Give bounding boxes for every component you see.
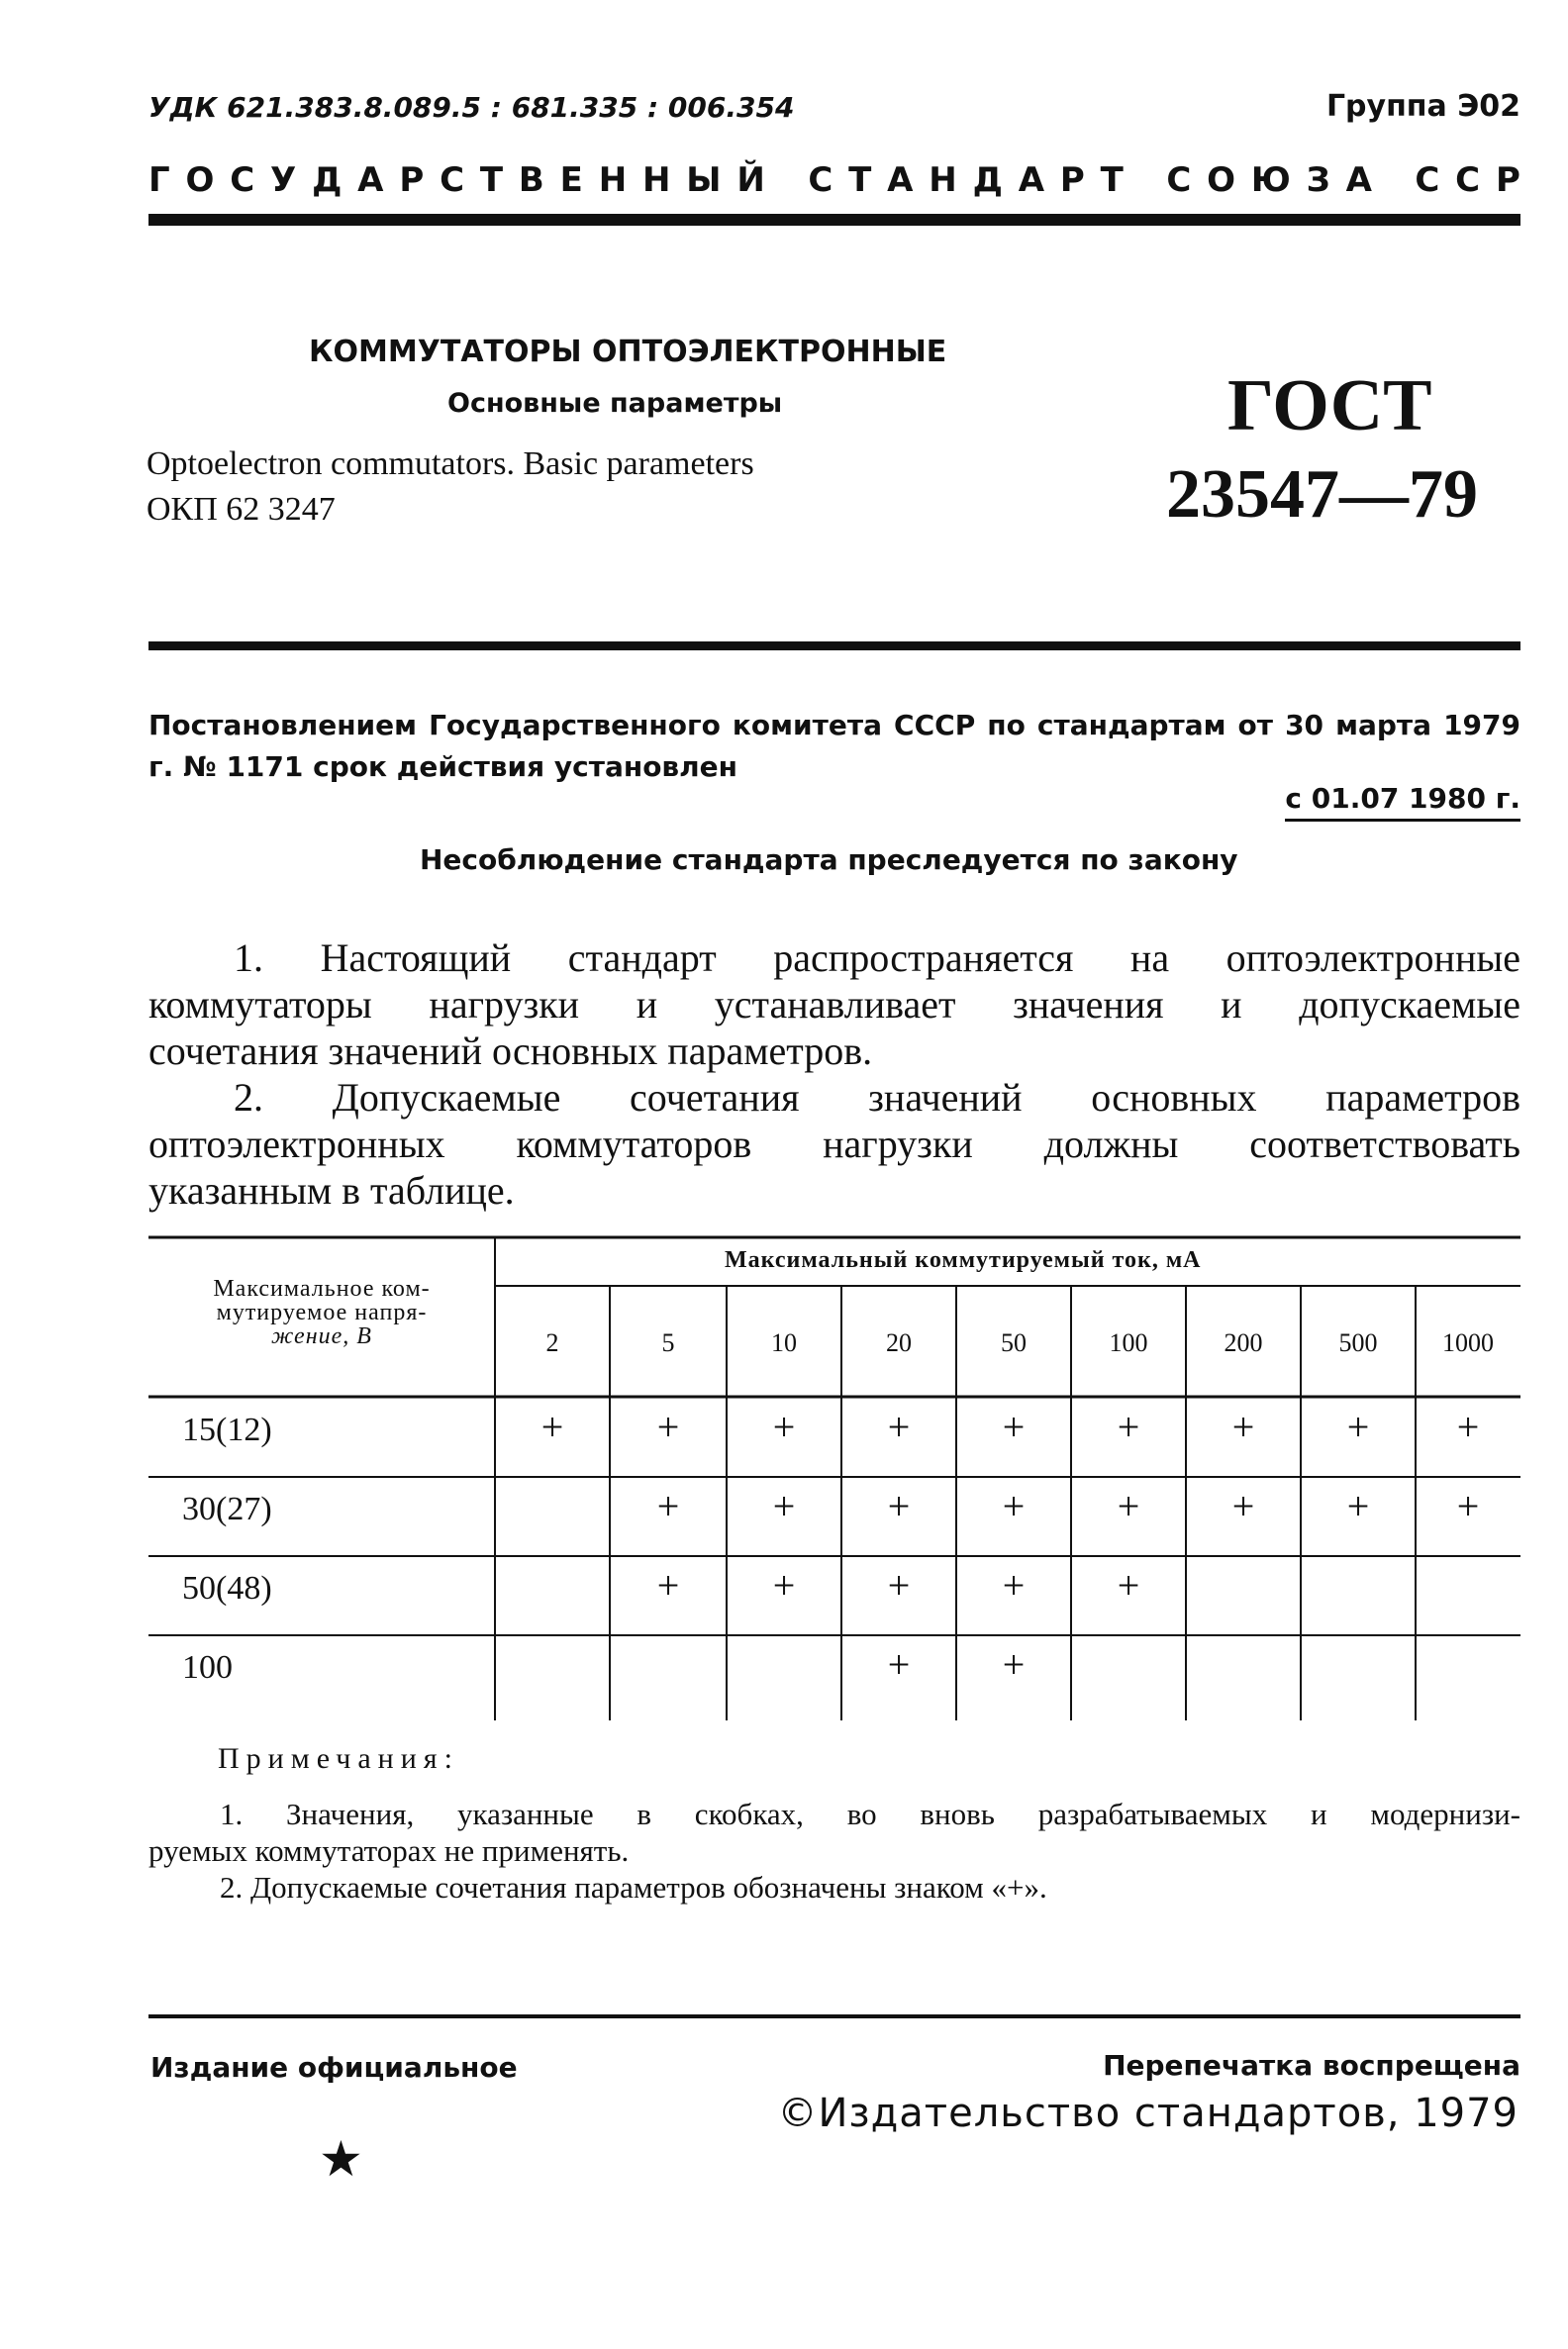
banner-letter: С: [1455, 160, 1481, 200]
banner-letter: Н: [929, 160, 957, 200]
cell-mark: +: [1346, 1484, 1370, 1528]
banner-letter: У: [270, 160, 297, 200]
banner-letter: О: [1207, 160, 1235, 200]
publisher: ©Издательство стандартов, 1979: [777, 2091, 1519, 2136]
cell-mark: +: [1002, 1642, 1026, 1687]
banner-letter: С: [1166, 160, 1192, 200]
current-group-header: Максимальный коммутируемый ток, мА: [725, 1247, 1202, 1273]
banner-letter: Ю: [1250, 160, 1291, 200]
column-header: 100: [1109, 1328, 1148, 1357]
banner-letter: Т: [848, 160, 872, 200]
decree-text: Постановлением Государственного комитета СССР по стандартам от 30 марта 1979 г. № 1171 срок действия установлен: [148, 709, 1520, 783]
paragraph-1-line: сочетания значений основных параметров.: [148, 1028, 873, 1073]
gost-label: ГОСТ: [1227, 365, 1432, 446]
note-1-line-2: руемых коммутаторах не применять.: [148, 1833, 630, 1868]
column-header: 2: [545, 1328, 559, 1357]
row-label: 50(48): [182, 1570, 272, 1607]
paragraph-1-line: коммутаторы нагрузки и устанавливает значения и допускаемые: [148, 982, 1520, 1027]
cell-mark: +: [772, 1484, 796, 1528]
cell-mark: +: [1002, 1563, 1026, 1608]
banner-letter: А: [357, 160, 384, 200]
cell-mark: +: [656, 1563, 680, 1608]
banner-letter: А: [1018, 160, 1045, 200]
banner-letter: С: [808, 160, 833, 200]
stub-header-line: Максимальное ком-: [213, 1276, 431, 1302]
banner-gap: [1139, 160, 1151, 200]
banner-letter: Н: [598, 160, 628, 200]
okp-code: ОКП 62 3247: [147, 491, 336, 528]
footer-rule: [148, 2014, 1520, 2018]
paragraph-2-line: 2. Допускаемые сочетания значений основных параметров: [234, 1075, 1520, 1120]
title-rule: [148, 641, 1520, 650]
banner-letter: Д: [972, 160, 1003, 200]
column-header: 5: [661, 1328, 675, 1357]
cell-mark: +: [772, 1405, 796, 1449]
banner-gap: [781, 160, 793, 200]
header-rule: [148, 214, 1520, 226]
cell-mark: +: [1456, 1484, 1480, 1528]
group-code: Группа Э02: [1325, 89, 1520, 124]
star-icon: ★: [319, 2131, 363, 2187]
stub-header-line: мутируемое напря-: [216, 1300, 428, 1325]
effective-date: с 01.07 1980 г.: [1285, 782, 1520, 822]
cell-mark: +: [540, 1405, 564, 1449]
column-header: 200: [1224, 1328, 1263, 1357]
banner-letter: Й: [736, 160, 765, 200]
banner-letter: Р: [1495, 160, 1520, 200]
document-title: КОММУТАТОРЫ ОПТОЭЛЕКТРОННЫЕ: [309, 335, 947, 369]
banner-letter: Ы: [686, 160, 722, 200]
paragraph-2-line: указанным в таблице.: [148, 1168, 515, 1213]
banner-letter: Д: [312, 160, 343, 200]
row-label: 30(27): [182, 1491, 272, 1527]
row-label: 15(12): [182, 1412, 272, 1448]
banner-letter: А: [1345, 160, 1372, 200]
banner-letter: С: [230, 160, 255, 200]
banner-letter: В: [518, 160, 544, 200]
cell-mark: +: [656, 1405, 680, 1449]
banner-letter: Н: [642, 160, 671, 200]
banner-letter: О: [185, 160, 215, 200]
banner-letter: Р: [399, 160, 425, 200]
cell-mark: +: [1002, 1405, 1026, 1449]
cell-mark: +: [887, 1563, 911, 1608]
state-standard-banner: [148, 160, 1520, 200]
document-subtitle: Основные параметры: [447, 388, 783, 419]
cell-mark: +: [772, 1563, 796, 1608]
parameters-table: [148, 1235, 1520, 1720]
cell-mark: +: [887, 1405, 911, 1449]
paragraph-2: [148, 1074, 1520, 1214]
banner-letter: С: [1415, 160, 1440, 200]
banner-letter: А: [887, 160, 914, 200]
cell-mark: +: [887, 1642, 911, 1687]
row-label: 100: [182, 1649, 233, 1686]
cell-mark: +: [1456, 1405, 1480, 1449]
cell-mark: +: [656, 1484, 680, 1528]
banner-letter: З: [1306, 160, 1330, 200]
paragraph-1: [148, 934, 1520, 1074]
cell-mark: +: [1231, 1484, 1255, 1528]
column-header: 10: [771, 1328, 797, 1357]
paragraph-1-line: 1. Настоящий стандарт распространяется на оптоэлектронные: [234, 935, 1520, 980]
cell-mark: +: [1117, 1484, 1140, 1528]
column-header: 1000: [1442, 1328, 1494, 1357]
cell-mark: +: [887, 1484, 911, 1528]
paragraph-2-line: оптоэлектронных коммутаторов нагрузки должны соответствовать: [148, 1122, 1520, 1166]
english-title: Optoelectron commutators. Basic parameters: [147, 445, 754, 482]
cell-mark: +: [1346, 1405, 1370, 1449]
gost-number: 23547—79: [1166, 456, 1478, 533]
column-header: 500: [1338, 1328, 1378, 1357]
column-header: 20: [886, 1328, 912, 1357]
banner-letter: Т: [1100, 160, 1124, 200]
cell-mark: +: [1231, 1405, 1255, 1449]
cell-mark: +: [1117, 1405, 1140, 1449]
note-1-line-1: 1. Значения, указанные в скобках, во вновь разрабатываемых и модернизи-: [220, 1797, 1520, 1831]
banner-letter: Г: [148, 160, 170, 200]
reprint-notice: Перепечатка воспрещена: [1103, 2049, 1520, 2082]
note-2: 2. Допускаемые сочетания параметров обозначены знаком «+».: [220, 1870, 1047, 1905]
cell-mark: +: [1002, 1484, 1026, 1528]
stub-header: [158, 1277, 485, 1348]
banner-gap: [1388, 160, 1400, 200]
stub-header-line: жение, В: [271, 1323, 372, 1349]
official-edition: Издание официальное: [150, 2051, 518, 2084]
notes-heading: Примечания:: [218, 1742, 459, 1775]
banner-letter: Р: [1059, 160, 1085, 200]
banner-letter: Е: [559, 160, 583, 200]
banner-letter: Т: [479, 160, 504, 200]
udc-code: УДК 621.383.8.089.5 : 681.335 : 006.354: [148, 91, 795, 124]
column-header: 50: [1001, 1328, 1027, 1357]
banner-letter: С: [440, 160, 465, 200]
cell-mark: +: [1117, 1563, 1140, 1608]
law-notice: Несоблюдение стандарта преследуется по закону: [420, 843, 1238, 876]
